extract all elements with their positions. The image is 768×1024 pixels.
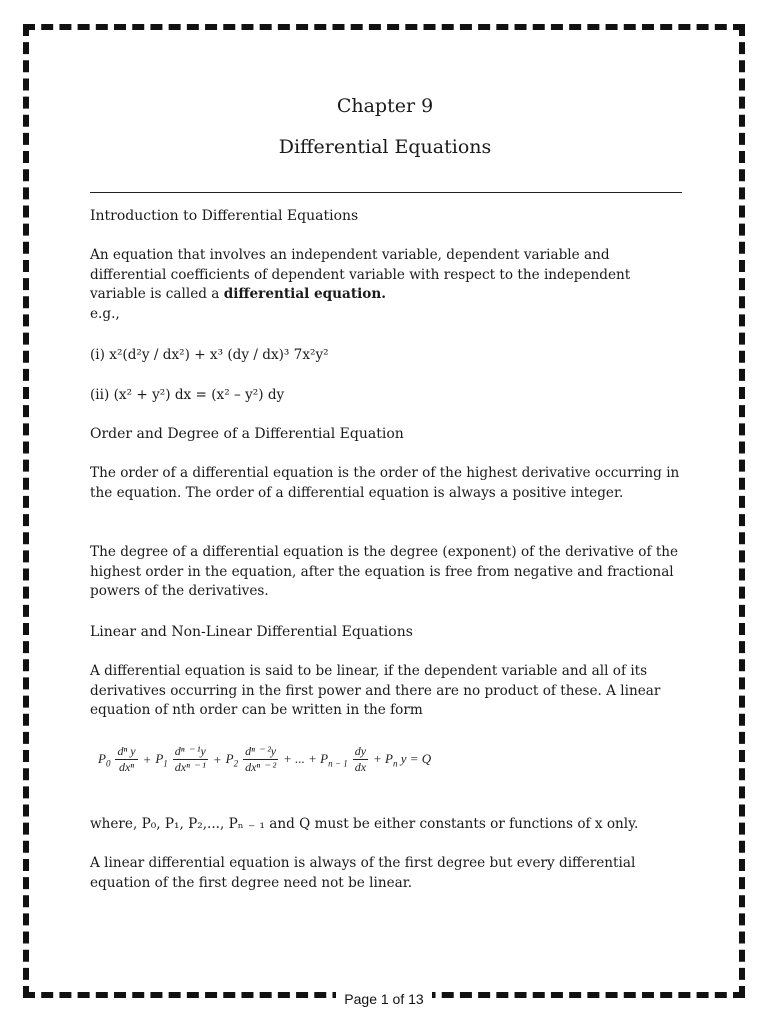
order-paragraph: The order of a differential equation is the order of the highest derivative occurring in the equation. The order of a differential equation is always a positive integer. xyxy=(90,465,680,501)
fraction-2: $\frac{\text{dⁿ ⁻ ¹y}}{\text{dxⁿ ⁻ ¹}}$ xyxy=(174,744,206,774)
fraction-3: $\frac{\text{dⁿ ⁻ ²y}}{\text{dxⁿ ⁻ ²}}$ xyxy=(245,744,277,774)
page-border xyxy=(23,24,745,998)
intro-bold-term: differential equation. xyxy=(223,286,386,303)
title-divider xyxy=(90,192,682,193)
p0-subscript: 0 xyxy=(105,758,111,769)
linear-equation-formula: $P_0$ $\frac{\text{dⁿ y}}{\text{dxⁿ}}$ + $P_1$ $\frac{\text{dⁿ ⁻ ¹y}}{\text{dxⁿ ⁻ ¹}}$ + $P_2$ $\frac{\text{dⁿ ⁻ ²y}}{\text{dxⁿ ⁻ ²}}$ + ... + $P_{n - 1}$ $\frac{dy}{dx}$ + $P_n$ y = Q xyxy=(98,744,432,774)
section-heading-order-degree: Order and Degree of a Differential Equation xyxy=(90,426,404,442)
where-paragraph: where, P₀, P₁, P₂,..., Pₙ ₋ ₁ and Q must be either constants or functions of x only. xyxy=(90,816,639,832)
example-2: (ii) (x² + y²) dx = (x² – y²) dy xyxy=(90,387,285,403)
example-1: (i) x²(d²y / dx²) + x³ (dy / dx)³ 7x²y² xyxy=(90,347,329,363)
intro-paragraph xyxy=(90,246,686,324)
linear-paragraph: A differential equation is said to be linear, if the dependent variable and all of its derivatives occurring in the first power and there are no product of these. A linear equation of nth order can be written in the form xyxy=(90,663,661,719)
section-heading-intro: Introduction to Differential Equations xyxy=(90,208,359,224)
chapter-number: Chapter 9 xyxy=(336,95,434,117)
section-heading-linear: Linear and Non-Linear Differential Equations xyxy=(90,624,413,640)
fraction-1: $\frac{\text{dⁿ y}}{\text{dxⁿ}}$ xyxy=(117,744,136,774)
p0-symbol: P xyxy=(98,750,106,766)
fraction-4: $\frac{dy}{dx}$ xyxy=(354,744,367,774)
chapter-title: Differential Equations xyxy=(278,136,492,158)
degree-paragraph: The degree of a differential equation is the degree (exponent) of the derivative of the highest order in the equation, after the equation is free from negative and fractional powers of the derivatives. xyxy=(90,544,679,600)
intro-eg: e.g., xyxy=(90,305,120,322)
intro-text: An equation that involves an independent variable, dependent variable and differential coefficients of dependent variable with respect to the independent variable is called a xyxy=(90,247,631,303)
linear-degree-paragraph: A linear differential equation is always of the first degree but every differential equation of the first degree need not be linear. xyxy=(90,855,636,891)
page-number: Page 1 of 13 xyxy=(336,988,432,1010)
